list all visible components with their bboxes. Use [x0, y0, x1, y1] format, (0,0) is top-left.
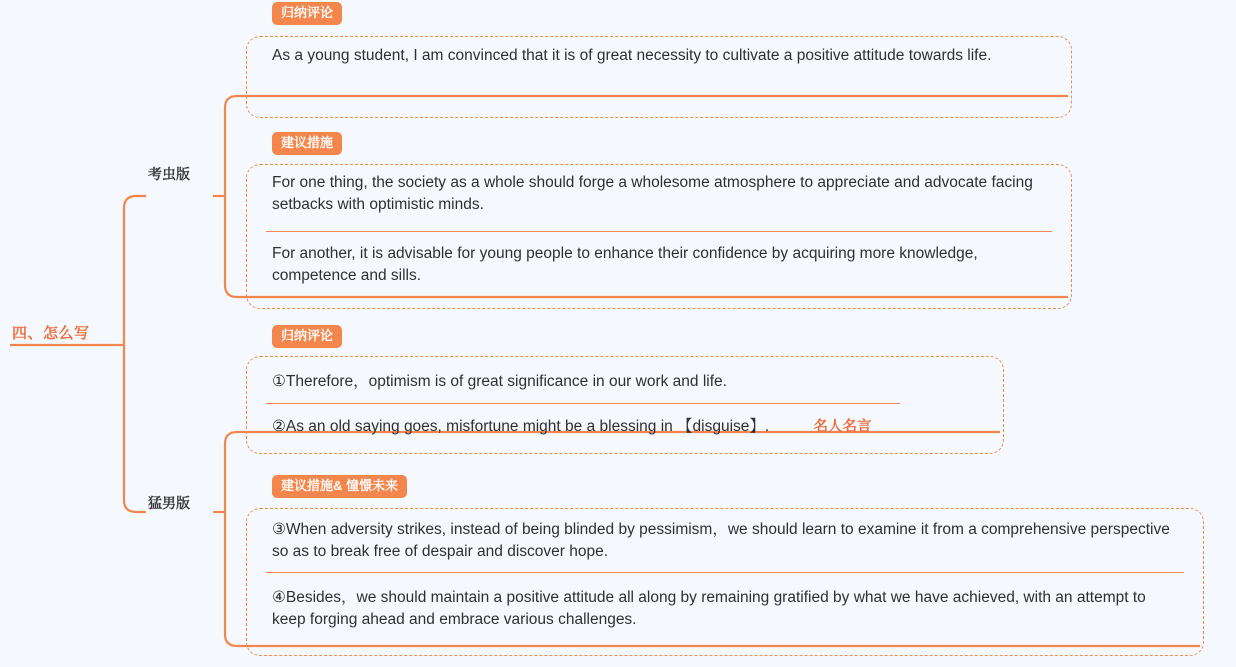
text-b1g0i0[interactable]: ①Therefore，optimism is of great significance in our work and life. [272, 373, 727, 390]
text-b1g1i1[interactable]: ④Besides，we should maintain a positive attitude all along by remaining gratified by what we have achieved, with an attempt to keep forging ahead and embrace various challenges. [272, 589, 1146, 628]
text-b0g0i0[interactable]: As a young student, I am convinced that it is of great necessity to cultivate a positive attitude towards life. [272, 47, 992, 64]
tag-b0g0[interactable]: 归纳评论 [272, 2, 342, 25]
tag-b1g0[interactable]: 归纳评论 [272, 325, 342, 348]
branch-label-kaochong[interactable]: 考虫版 [148, 166, 190, 182]
text-b0g1i0[interactable]: For one thing, the society as a whole should forge a wholesome atmosphere to appreciate and advocate facing setbacks with optimistic minds. [272, 174, 1033, 213]
separator-b0g1 [266, 231, 1052, 232]
separator-b1g1 [266, 572, 1184, 573]
text-b1g1i0[interactable]: ③When adversity strikes, instead of being blinded by pessimism，we should learn to examine it from a comprehensive perspective so as to break free of despair and discover hope. [272, 521, 1170, 560]
tag-b0g1[interactable]: 建议措施 [272, 132, 342, 155]
text-b1g0i1-body: ②As an old saying goes, misfortune might be a blessing in 【disguise】. [272, 418, 770, 435]
text-b1g0i1[interactable] [272, 416, 984, 438]
text-b0g1i1[interactable]: For another, it is advisable for young people to enhance their confidence by acquiring more knowledge, competence and sills. [272, 245, 978, 284]
tag-b1g1[interactable]: 建议措施& 憧憬未来 [272, 475, 407, 498]
root-node-label[interactable]: 四、怎么写 [12, 325, 90, 342]
branch-label-mengnan[interactable]: 猛男版 [148, 495, 190, 511]
highlight-mingrenmingyan: 名人名言 [813, 419, 872, 435]
separator-b1g0 [266, 403, 900, 404]
